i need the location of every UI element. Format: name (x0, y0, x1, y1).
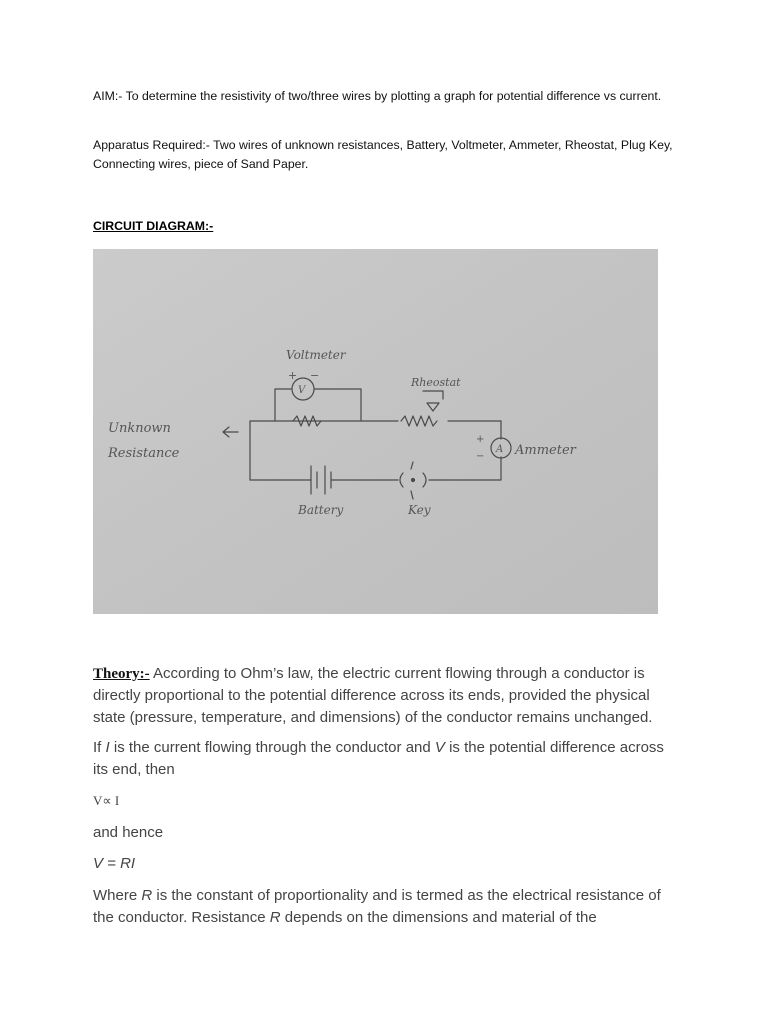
voltmeter-minus: − (310, 369, 320, 382)
text-fragment: depends on the dimensions and material of the (280, 909, 597, 926)
paper-background (93, 249, 658, 614)
ammeter-plus: + (476, 434, 485, 445)
unknown-label-line2: Resistance (108, 446, 180, 461)
symbol-r: R (141, 887, 153, 904)
circuit-diagram-heading: CIRCUIT DIAGRAM:- (93, 219, 214, 233)
text-fragment: is the potential difference across its end, then (93, 739, 664, 778)
symbol-i: I (105, 739, 110, 756)
aim-paragraph: AIM:- To determine the resistivity of two/three wires by plotting a graph for potential difference vs current. (93, 89, 662, 103)
text-fragment: Where (93, 887, 142, 904)
text-fragment: is the current flowing through the conductor and (109, 739, 435, 756)
current-definition-paragraph (93, 737, 683, 781)
apparatus-paragraph: Apparatus Required:- Two wires of unknown resistances, Battery, Voltmeter, Ammeter, Rheostat, Plug Key, Connecting wires, piece of Sand Paper. (93, 138, 673, 171)
ammeter-minus: − (476, 451, 485, 462)
theory-paragraph (93, 663, 683, 729)
text-fragment: is the constant of proportionality and is termed as the electrical resistance of the conductor. Resistance (93, 887, 661, 926)
battery-label: Battery (298, 503, 344, 517)
resistance-definition-paragraph (93, 885, 683, 929)
theory-text: According to Ohm’s law, the electric current flowing through a conductor is directly proportional to the potential difference across its ends, provided the physical state (pressure, temperature, and dimensions) of the conductor remains unchanged. (93, 665, 653, 726)
key-dot (412, 479, 415, 482)
text-fragment: If (93, 739, 106, 756)
voltmeter-label: Voltmeter (286, 348, 346, 362)
and-hence-text: and hence (93, 824, 164, 841)
rheostat-label: Rheostat (411, 376, 461, 389)
circuit-diagram-photo (93, 249, 658, 614)
ammeter-symbol: A (496, 444, 504, 455)
theory-label: Theory:- (93, 666, 150, 682)
proportionality-relation: V∝ I (93, 793, 120, 808)
symbol-v: V (434, 739, 445, 756)
voltmeter-plus: + (288, 369, 298, 382)
voltmeter-symbol: V (298, 385, 306, 396)
ammeter-label: Ammeter (515, 443, 576, 458)
key-label: Key (408, 503, 431, 517)
unknown-label-line1: Unknown (108, 421, 171, 436)
symbol-r: R (269, 909, 281, 926)
ohms-law-equation: V = RI (93, 855, 136, 872)
